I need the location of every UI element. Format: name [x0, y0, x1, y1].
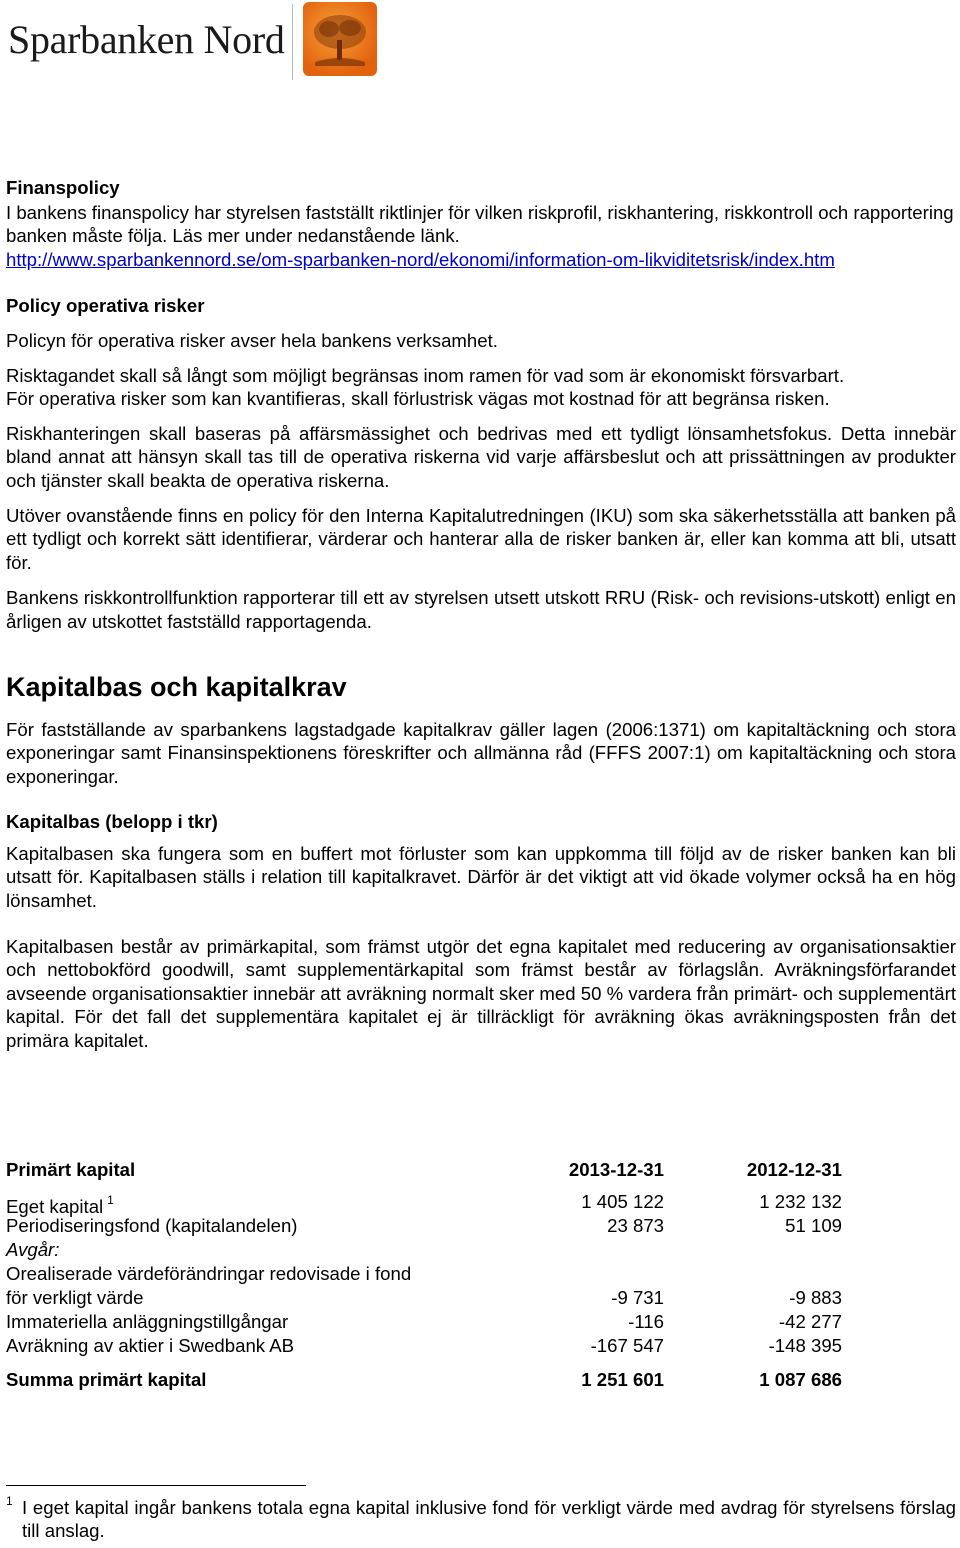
table-header-row: [6, 1158, 846, 1182]
table-row: [6, 1214, 846, 1238]
immateriella-label: Immateriella anläggningstillgångar: [6, 1311, 289, 1332]
periodisering-col2: 51 109: [785, 1215, 842, 1236]
immateriella-col1: -116: [628, 1311, 664, 1332]
immateriella-col2: -42 277: [778, 1311, 842, 1332]
table-row: [6, 1334, 846, 1358]
eget-kapital-col2: 1 232 132: [759, 1191, 842, 1212]
operativa-p3: [6, 422, 956, 493]
avrakning-col1: -167 547: [590, 1335, 664, 1356]
operativa-p4: Utöver ovanstående finns en policy för den Interna Kapitalutredningen (IKU) som ska säkerhetsställa att banken på ett tydligt och korrekt sätt identifierar, värderar och hanterar alla de risker banken är, eller kan komma att bli, utsatt för.: [6, 504, 956, 573]
primart-kapital-table: [6, 1158, 846, 1392]
kapital-p2: Kapitalbasen ska fungera som en buffert mot förluster som kan uppkomma till följd av de risker banken kan bli utsatt för. Kapitalbasen ställs i relation till kapitalkravet. Därför är det viktigt att vid ökade volymer också ha en hög lönsamhet.: [6, 842, 956, 912]
summa-label: Summa primärt kapital: [6, 1369, 207, 1390]
page-header: [0, 0, 960, 90]
footnote-number: 1: [6, 1494, 13, 1508]
operativa-p3a: Riskhanteringen skall baseras på affärsmässighet och bedrivas med ett tydligt lönsamhetsfokus.: [6, 422, 833, 444]
orealiserade-col1: -9 731: [611, 1287, 664, 1308]
kapital-subheading: Kapitalbas (belopp i tkr): [6, 811, 218, 833]
orealiserade-label-1: Orealiserade värdeförändringar redovisade i fond: [6, 1263, 412, 1284]
operativa-heading: Policy operativa risker: [6, 295, 205, 317]
table-row: [6, 1286, 846, 1310]
finanspolicy-text: I bankens finanspolicy har styrelsen fastställt riktlinjer för vilken riskprofil, riskhantering, riskkontroll och rapportering banken måste följa. Läs mer under nedanstående länk.: [6, 201, 954, 247]
operativa-p5: Bankens riskkontrollfunktion rapporterar till ett av styrelsen utsett utskott RRU (Risk- och revisions-utskott) enligt en årligen av utskottet fastställd rapportagenda.: [6, 587, 956, 632]
orealiserade-label-2: för verkligt värde: [6, 1287, 144, 1308]
brand-name: Sparbanken Nord: [8, 17, 285, 62]
header-divider: [292, 4, 293, 80]
table-row: [6, 1262, 846, 1286]
table-header-col1: 2013-12-31: [568, 1159, 664, 1180]
summa-col2: 1 087 686: [759, 1369, 842, 1390]
table-row: [6, 1238, 846, 1262]
tree-logo-icon: [303, 2, 377, 76]
table-header-col2: 2012-12-31: [746, 1159, 842, 1180]
operativa-p1: Policyn för operativa risker avser hela bankens verksamhet.: [6, 329, 498, 351]
footnote: [6, 1496, 956, 1542]
table-header-label: Primärt kapital: [6, 1159, 136, 1180]
orealiserade-col2: -9 883: [789, 1287, 842, 1308]
operativa-p2a: Risktagandet skall så långt som möjligt begränsas inom ramen för vad som är ekonomiskt försvarbart.: [6, 364, 845, 386]
operativa-p2b: För operativa risker som kan kvantifieras, skall förlustrisk vägas mot kostnad för att begränsa risken.: [6, 388, 830, 410]
table-row: [6, 1190, 846, 1218]
periodisering-label: Periodiseringsfond (kapitalandelen): [6, 1215, 298, 1236]
footnote-ref: 1: [107, 1193, 114, 1207]
finanspolicy-link[interactable]: http://www.sparbankennord.se/om-sparbanken-nord/ekonomi/information-om-likviditetsrisk/index.htm: [6, 248, 835, 270]
finanspolicy-link-line: [6, 248, 956, 272]
eget-kapital-col1: 1 405 122: [581, 1191, 664, 1212]
table-summary-row: [6, 1368, 846, 1392]
summa-col1: 1 251 601: [581, 1369, 664, 1390]
avrakning-col2: -148 395: [768, 1335, 842, 1356]
operativa-p3b: Detta innebär bland annat att hänsyn skall tas till de operativa riskerna vid varje affärsbeslut och att prissättningen av produkter och tjänster skall beakta de operativa riskerna.: [6, 422, 956, 491]
avrakning-label: Avräkning av aktier i Swedbank AB: [6, 1335, 295, 1356]
periodisering-col1: 23 873: [607, 1215, 664, 1236]
kapital-title: Kapitalbas och kapitalkrav: [6, 671, 347, 702]
avgar-label: Avgår:: [6, 1239, 60, 1260]
eget-kapital-label: Eget kapital: [6, 1196, 104, 1218]
kapital-p3: Kapitalbasen består av primärkapital, som främst utgör det egna kapitalet med reducering av organisationsaktier och nettobokförd goodwill, samt supplementärkapital som främst består av förlagslån. Avräkningsförfarandet avseende organisationsaktier innebär att avräkning normalt sker med 50 % vardera från primärt- och supplementärt kapital. För det fall det supplementära kapitalet ej är tillräckligt för avräkning ökas avräkningsposten från det primära kapitalet.: [6, 935, 956, 1052]
footnote-text: I eget kapital ingår bankens totala egna kapital inklusive fond för verkligt värde med avdrag för styrelsens förslag till anslag.: [22, 1497, 956, 1541]
table-row: [6, 1310, 846, 1334]
main-content: [6, 176, 956, 1053]
finanspolicy-heading: Finanspolicy: [6, 177, 120, 198]
kapital-p1: För fastställande av sparbankens lagstadgade kapitalkrav gäller lagen (2006:1371) om kapitaltäckning och stora exponeringar samt Finansinspektionens föreskrifter och allmänna råd (FFFS 2007:1) om kapitaltäckning och stora exponeringar.: [6, 718, 956, 787]
footnote-divider: [6, 1485, 306, 1486]
